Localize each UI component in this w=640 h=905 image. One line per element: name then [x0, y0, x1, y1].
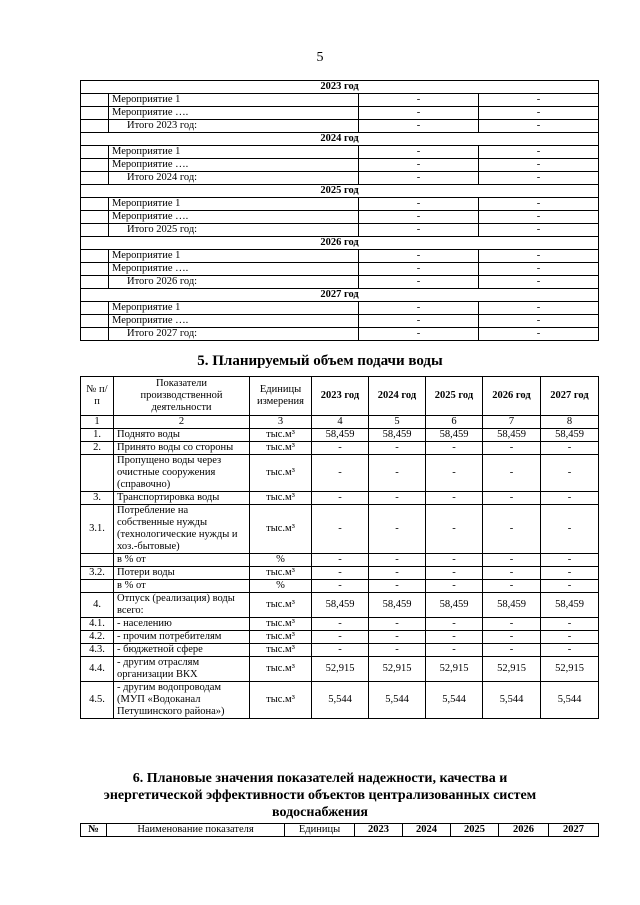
activity-value: - [479, 211, 599, 224]
activity-value: - [359, 198, 479, 211]
row-value: 5,544 [426, 682, 483, 719]
row-number: 3.2. [81, 567, 114, 580]
row-value: 58,459 [483, 593, 541, 618]
row-unit: тыс.м³ [250, 505, 312, 554]
row-value: 52,915 [426, 657, 483, 682]
row-number: 4. [81, 593, 114, 618]
row-indicator: - другим водопроводам (МУП «Водоканал Петушинского района») [114, 682, 250, 719]
year-header-cell: 2027 год [541, 377, 599, 416]
year-label: 2025 год [81, 185, 599, 198]
row-value: 52,915 [483, 657, 541, 682]
year-label: 2027 год [81, 289, 599, 302]
row-value: - [541, 442, 599, 455]
col-year: 2025 [451, 824, 499, 837]
row-value: - [426, 505, 483, 554]
year-header-cell: 2023 год [312, 377, 369, 416]
activity-num-cell [81, 159, 109, 172]
row-value: - [426, 455, 483, 492]
activity-name: Мероприятие …. [109, 263, 359, 276]
row-unit: тыс.м³ [250, 442, 312, 455]
row-indicator: Пропущено воды через очистные сооружения (справочно) [114, 455, 250, 492]
table-row [81, 455, 599, 492]
row-value: - [426, 618, 483, 631]
row-indicator: - другим отраслям организации ВКХ [114, 657, 250, 682]
table-row [81, 554, 599, 567]
row-value: - [312, 554, 369, 567]
row-unit: тыс.м³ [250, 455, 312, 492]
total-value: - [359, 328, 479, 341]
col-units: Единицы [285, 824, 355, 837]
column-number: 4 [312, 416, 369, 429]
row-value: 58,459 [541, 429, 599, 442]
column-number: 2 [114, 416, 250, 429]
water-supply-table [80, 376, 599, 719]
activity-total-row [81, 120, 599, 133]
row-value: - [541, 492, 599, 505]
activity-row [81, 211, 599, 224]
activity-name: Мероприятие …. [109, 159, 359, 172]
activity-value: - [479, 146, 599, 159]
activity-value: - [479, 94, 599, 107]
activity-row [81, 159, 599, 172]
row-number: 3. [81, 492, 114, 505]
activity-name: Мероприятие …. [109, 315, 359, 328]
row-value: 52,915 [369, 657, 426, 682]
column-number: 3 [250, 416, 312, 429]
activity-num-cell [81, 120, 109, 133]
activity-row [81, 146, 599, 159]
row-value: - [483, 554, 541, 567]
header-row [81, 377, 599, 416]
row-value: - [369, 455, 426, 492]
column-number: 6 [426, 416, 483, 429]
col-indicator-name: Наименование показателя [107, 824, 285, 837]
row-value: 58,459 [483, 429, 541, 442]
table-row [81, 618, 599, 631]
row-value: - [541, 580, 599, 593]
row-indicator: - прочим потребителям [114, 631, 250, 644]
row-number: 4.5. [81, 682, 114, 719]
year-header-cell: 2024 год [369, 377, 426, 416]
activity-value: - [359, 250, 479, 263]
table-row [81, 429, 599, 442]
row-value: - [541, 567, 599, 580]
activity-name: Мероприятие 1 [109, 146, 359, 159]
row-value: 5,544 [312, 682, 369, 719]
total-value: - [479, 224, 599, 237]
activity-name: Мероприятие 1 [109, 198, 359, 211]
column-number: 8 [541, 416, 599, 429]
activity-value: - [359, 263, 479, 276]
activity-value: - [359, 107, 479, 120]
year-header-row [81, 289, 599, 302]
activity-value: - [359, 211, 479, 224]
row-value: - [312, 455, 369, 492]
row-value: - [483, 455, 541, 492]
activity-name: Мероприятие …. [109, 211, 359, 224]
row-number: 1. [81, 429, 114, 442]
activity-total-row [81, 276, 599, 289]
activity-num-cell [81, 224, 109, 237]
activity-row [81, 263, 599, 276]
row-value: 5,544 [541, 682, 599, 719]
year-header-row [81, 81, 599, 94]
col-year: 2024 [403, 824, 451, 837]
year-header-cell: 2025 год [426, 377, 483, 416]
table-row [81, 593, 599, 618]
row-indicator: Принято воды со стороны [114, 442, 250, 455]
col-num: № [81, 824, 107, 837]
activity-total-row [81, 328, 599, 341]
row-value: - [541, 455, 599, 492]
row-indicator: Поднято воды [114, 429, 250, 442]
row-value: - [426, 567, 483, 580]
table-row [81, 567, 599, 580]
activity-num-cell [81, 276, 109, 289]
row-unit: % [250, 580, 312, 593]
row-value: - [369, 567, 426, 580]
total-label: Итого 2027 год: [109, 328, 359, 341]
activity-value: - [359, 302, 479, 315]
row-value: - [483, 644, 541, 657]
indicators-table-header [80, 823, 599, 837]
table-row [81, 631, 599, 644]
row-unit: тыс.м³ [250, 429, 312, 442]
activity-value: - [479, 159, 599, 172]
row-number: 4.4. [81, 657, 114, 682]
row-unit: тыс.м³ [250, 593, 312, 618]
table-row [81, 492, 599, 505]
row-unit: тыс.м³ [250, 492, 312, 505]
column-number: 7 [483, 416, 541, 429]
row-value: 58,459 [369, 429, 426, 442]
activity-name: Мероприятие 1 [109, 94, 359, 107]
row-value: - [312, 492, 369, 505]
row-indicator: - населению [114, 618, 250, 631]
activity-num-cell [81, 94, 109, 107]
row-indicator: - бюджетной сфере [114, 644, 250, 657]
activity-total-row [81, 224, 599, 237]
row-value: 58,459 [541, 593, 599, 618]
year-label: 2026 год [81, 237, 599, 250]
row-value: - [369, 492, 426, 505]
row-value: - [483, 618, 541, 631]
year-header-row [81, 133, 599, 146]
total-value: - [359, 120, 479, 133]
row-value: - [369, 554, 426, 567]
row-indicator: Транспортировка воды [114, 492, 250, 505]
activity-name: Мероприятие 1 [109, 302, 359, 315]
activity-num-cell [81, 250, 109, 263]
total-label: Итого 2023 год: [109, 120, 359, 133]
year-label: 2023 год [81, 81, 599, 94]
total-value: - [479, 276, 599, 289]
total-label: Итого 2024 год: [109, 172, 359, 185]
row-number: 2. [81, 442, 114, 455]
row-number [81, 455, 114, 492]
row-value: 58,459 [369, 593, 426, 618]
table-row [81, 657, 599, 682]
activity-num-cell [81, 315, 109, 328]
header-cell: № п/п [81, 377, 114, 416]
year-header-row [81, 237, 599, 250]
row-number: 3.1. [81, 505, 114, 554]
activity-num-cell [81, 146, 109, 159]
section-6-title: 6. Плановые значения показателей надежности, качества и энергетической эффективности объектов централизованных систем водоснабжения [103, 771, 537, 820]
activity-value: - [479, 302, 599, 315]
activity-num-cell [81, 302, 109, 315]
row-value: - [426, 492, 483, 505]
row-value: 58,459 [312, 593, 369, 618]
activity-value: - [479, 250, 599, 263]
row-indicator: Потребление на собственные нужды (технологические нужды и хоз.-бытовые) [114, 505, 250, 554]
table-row [81, 644, 599, 657]
table-row [81, 682, 599, 719]
activity-num-cell [81, 172, 109, 185]
row-value: 52,915 [541, 657, 599, 682]
row-unit: % [250, 554, 312, 567]
total-value: - [359, 276, 479, 289]
activity-num-cell [81, 198, 109, 211]
row-indicator: Потери воды [114, 567, 250, 580]
total-value: - [479, 172, 599, 185]
row-number: 4.3. [81, 644, 114, 657]
row-indicator: Отпуск (реализация) воды всего: [114, 593, 250, 618]
activity-value: - [479, 198, 599, 211]
activity-name: Мероприятие 1 [109, 250, 359, 263]
row-value: - [541, 644, 599, 657]
row-value: - [369, 644, 426, 657]
activity-num-cell [81, 263, 109, 276]
row-number [81, 554, 114, 567]
row-value: - [541, 618, 599, 631]
activity-row [81, 315, 599, 328]
row-value: - [483, 580, 541, 593]
activity-value: - [359, 94, 479, 107]
year-header-row [81, 185, 599, 198]
activity-row [81, 107, 599, 120]
row-value: - [541, 554, 599, 567]
row-value: 58,459 [312, 429, 369, 442]
indicators-header-row [81, 824, 599, 837]
row-unit: тыс.м³ [250, 567, 312, 580]
activity-value: - [479, 107, 599, 120]
total-label: Итого 2025 год: [109, 224, 359, 237]
row-value: - [312, 644, 369, 657]
activity-value: - [359, 159, 479, 172]
row-value: - [369, 580, 426, 593]
total-value: - [359, 224, 479, 237]
row-value: - [312, 618, 369, 631]
activity-row [81, 302, 599, 315]
row-value: - [483, 505, 541, 554]
row-unit: тыс.м³ [250, 618, 312, 631]
col-year: 2023 [355, 824, 403, 837]
col-year: 2027 [549, 824, 599, 837]
activity-row [81, 94, 599, 107]
row-unit: тыс.м³ [250, 682, 312, 719]
year-header-cell: 2026 год [483, 377, 541, 416]
table-row [81, 580, 599, 593]
row-value: - [483, 567, 541, 580]
total-label: Итого 2026 год: [109, 276, 359, 289]
row-unit: тыс.м³ [250, 657, 312, 682]
row-value: - [369, 505, 426, 554]
activity-name: Мероприятие …. [109, 107, 359, 120]
row-value: - [426, 442, 483, 455]
row-unit: тыс.м³ [250, 644, 312, 657]
row-number [81, 580, 114, 593]
row-value: 5,544 [369, 682, 426, 719]
row-value: 52,915 [312, 657, 369, 682]
row-value: - [426, 580, 483, 593]
row-value: - [369, 442, 426, 455]
activity-value: - [479, 315, 599, 328]
activity-num-cell [81, 211, 109, 224]
row-value: - [312, 580, 369, 593]
total-value: - [479, 328, 599, 341]
total-value: - [479, 120, 599, 133]
activity-row [81, 250, 599, 263]
row-value: - [312, 442, 369, 455]
activity-value: - [479, 263, 599, 276]
year-label: 2024 год [81, 133, 599, 146]
column-number-row [81, 416, 599, 429]
row-value: - [426, 554, 483, 567]
row-value: - [483, 492, 541, 505]
activity-value: - [359, 146, 479, 159]
row-value: - [483, 631, 541, 644]
activity-total-row [81, 172, 599, 185]
row-value: - [483, 442, 541, 455]
activities-table [80, 80, 599, 341]
page-number: 5 [316, 50, 324, 65]
row-value: - [541, 631, 599, 644]
table-row [81, 442, 599, 455]
activity-row [81, 198, 599, 211]
row-value: - [541, 505, 599, 554]
row-indicator: в % от [114, 554, 250, 567]
row-value: - [312, 631, 369, 644]
total-value: - [359, 172, 479, 185]
section-5-title: 5. Планируемый объем подачи воды [197, 353, 443, 369]
row-indicator: в % от [114, 580, 250, 593]
activity-num-cell [81, 328, 109, 341]
row-value: 58,459 [426, 429, 483, 442]
column-number: 1 [81, 416, 114, 429]
row-number: 4.2. [81, 631, 114, 644]
row-value: - [369, 631, 426, 644]
row-value: 58,459 [426, 593, 483, 618]
table-row [81, 505, 599, 554]
row-value: - [312, 505, 369, 554]
row-value: - [426, 644, 483, 657]
header-cell: Показатели производственной деятельности [114, 377, 250, 416]
row-value: 5,544 [483, 682, 541, 719]
activity-num-cell [81, 107, 109, 120]
row-number: 4.1. [81, 618, 114, 631]
row-value: - [312, 567, 369, 580]
row-value: - [426, 631, 483, 644]
header-cell: Единицы измерения [250, 377, 312, 416]
col-year: 2026 [499, 824, 549, 837]
column-number: 5 [369, 416, 426, 429]
row-value: - [369, 618, 426, 631]
row-unit: тыс.м³ [250, 631, 312, 644]
activity-value: - [359, 315, 479, 328]
